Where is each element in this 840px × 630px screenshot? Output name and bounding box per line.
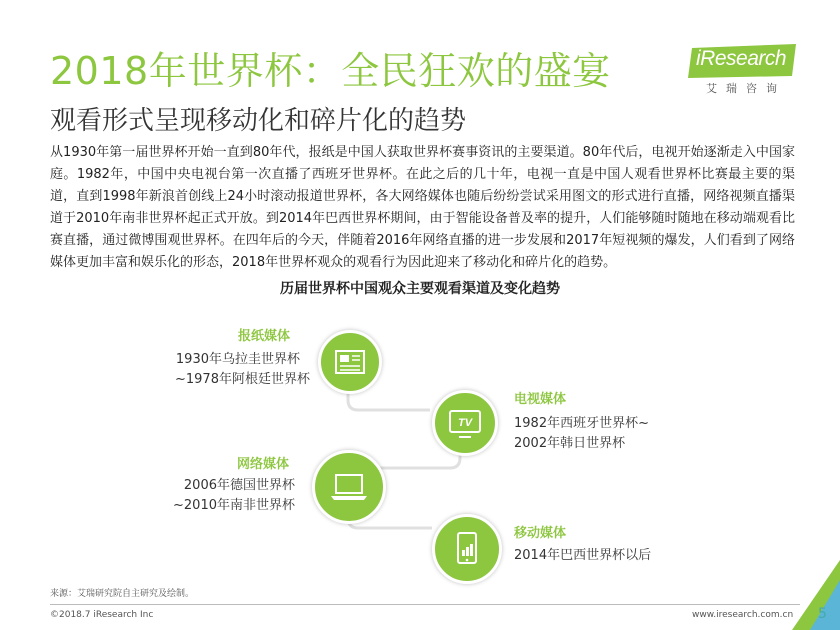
tv-icon-text: TV: [457, 417, 473, 429]
diagram-title: 历届世界杯中国观众主要观看渠道及变化趋势: [280, 281, 560, 297]
stage-internet-line1: 2006年德国世界杯: [183, 478, 295, 493]
page-subtitle: 观看形式呈现移动化和碎片化的趋势: [50, 106, 467, 136]
copyright-text: ©2018.7 iResearch Inc: [50, 610, 154, 620]
newspaper-icon: [321, 333, 379, 391]
stage-tv-line2: 2002年韩日世界杯: [514, 436, 626, 451]
stage-newspaper-line2: ~1978年阿根廷世界杯: [175, 372, 310, 387]
stage-internet-desc: [165, 476, 295, 516]
page-title: 2018年世界杯：全民狂欢的盛宴: [50, 49, 611, 93]
stage-newspaper-line1: 1930年乌拉圭世界杯: [175, 352, 300, 367]
source-note: 来源：艾瑞研究院自主研究及绘制。: [50, 589, 195, 599]
smartphone-circle: [432, 514, 502, 584]
tv-circle: [432, 390, 498, 456]
stage-mobile-line1: 2014年巴西世界杯以后: [514, 548, 652, 563]
stage-internet-label: 网络媒体: [237, 457, 290, 472]
corner-decoration: [792, 560, 840, 630]
stage-newspaper-label: 报纸媒体: [238, 329, 291, 344]
stage-internet-line2: ~2010年南非世界杯: [173, 498, 295, 513]
stage-tv-desc: [514, 414, 649, 454]
logo-brand-text: iResearch: [696, 47, 787, 70]
intro-paragraph: 从1930年第一届世界杯开始一直到80年代，报纸是中国人获取世界杯赛事资讯的主要渠道。80年代后，电视开始逐渐走入中国家庭。1982年，中国中央电视台第一次直播了西班牙世界杯。在此之后的几十年，电视一直是中国人观看世界杯比赛最主要的渠道，直到1998年新浪首创线上24小时滚动报道世界杯，各大网络媒体也随后纷纷尝试采用图文的形式进行直播，网络视频直播渠道于2010年南非世界杯起正式开放。到2014年巴西世界杯期间，由于智能设备普及率的提升，人们能够随时随地在移动端观看比赛直播，通过微博围观世界杯。在四年后的今天，伴随着2016年网络直播的进一步发展和2017年短视频的爆发，人们看到了网络媒体更加丰富和娱乐化的形态，2018年世界杯观众的观看行为因此迎来了移动化和碎片化的趋势。: [50, 145, 795, 270]
stage-tv-label: 电视媒体: [514, 392, 567, 407]
stage-mobile-desc: [514, 546, 651, 566]
footer-divider: [50, 604, 800, 605]
newspaper-circle: [318, 330, 382, 394]
page-number: 5: [818, 606, 827, 622]
stage-tv-line1: 1982年西班牙世界杯~: [514, 416, 649, 431]
website-text: www.iresearch.com.cn: [692, 610, 794, 620]
stage-newspaper-desc: [175, 350, 310, 390]
laptop-circle: [312, 450, 386, 524]
logo-tagline: 艾瑞咨询: [706, 82, 786, 95]
laptop-icon: [315, 453, 383, 521]
tv-icon: [435, 393, 495, 453]
stage-mobile-label: 移动媒体: [514, 526, 567, 541]
smartphone-icon: [435, 517, 499, 581]
